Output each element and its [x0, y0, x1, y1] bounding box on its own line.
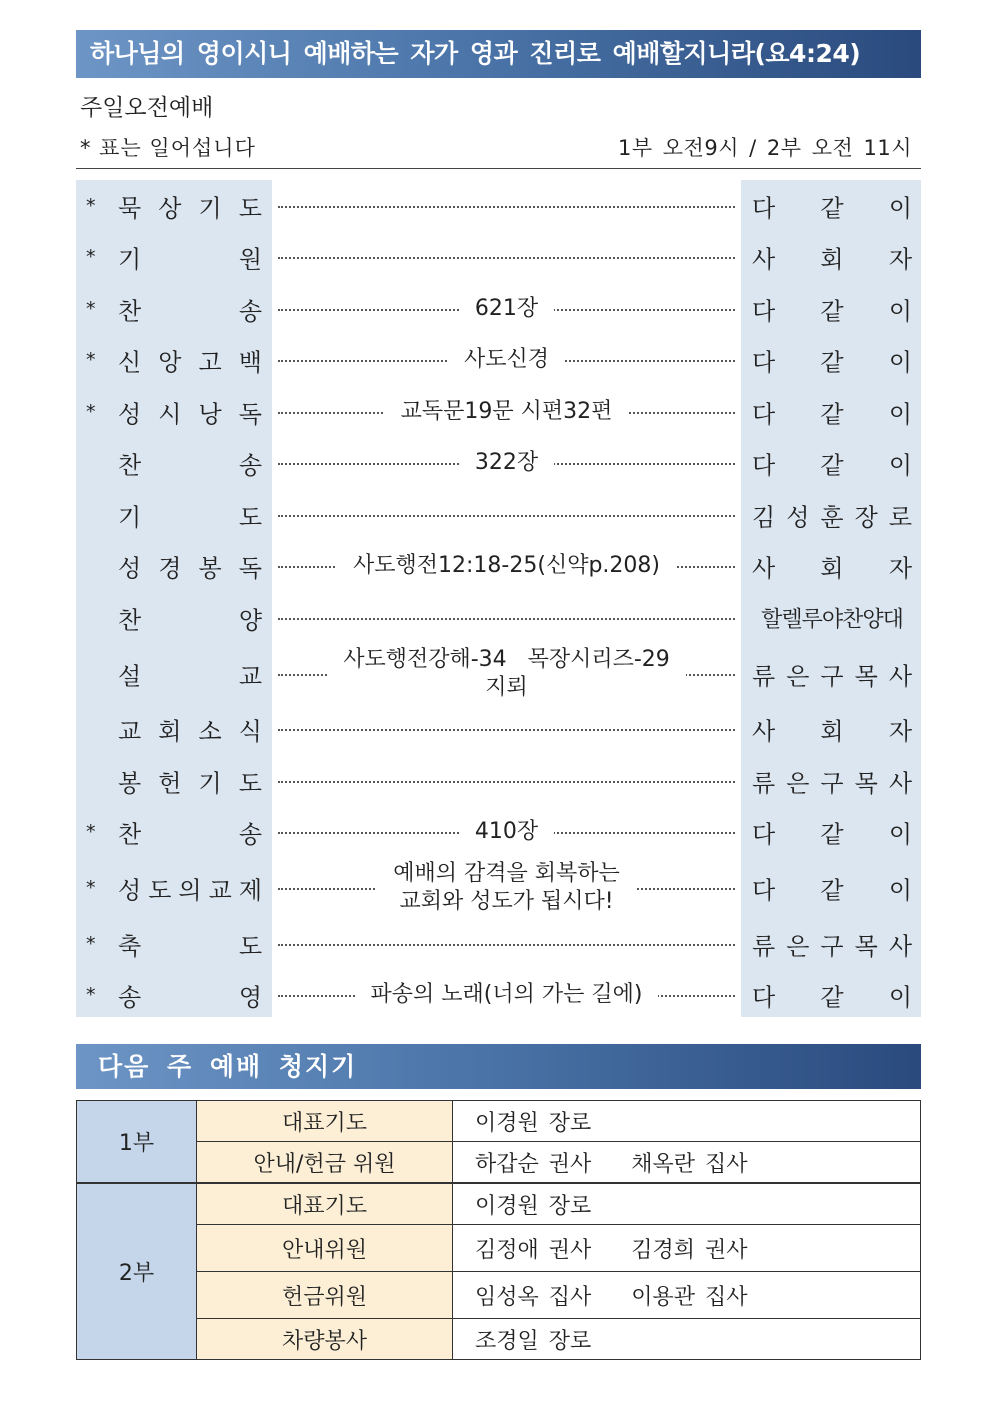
- order-row: [76, 970, 921, 1022]
- next-week-title: 다음 주 예배 청지기: [76, 1044, 921, 1089]
- stand-marker: *: [86, 297, 96, 320]
- order-leader: 사 회 자: [752, 554, 912, 583]
- role-cell: 안내/헌금 위원: [197, 1142, 453, 1184]
- role-cell: 대표기도: [197, 1183, 453, 1225]
- order-item: 성 시 낭 독: [118, 400, 262, 429]
- dot-leader: [278, 335, 735, 387]
- order-row: [76, 592, 921, 644]
- order-leader: 다 같 이: [752, 297, 912, 326]
- service-name: 주일오전예배: [80, 95, 214, 121]
- role-cell: 차량봉사: [197, 1319, 453, 1360]
- role-cell: 안내위원: [197, 1225, 453, 1272]
- order-item: 신 앙 고 백: [118, 348, 262, 377]
- stand-marker: *: [86, 932, 96, 955]
- order-content: 621장: [459, 295, 554, 323]
- order-leader: 할렐루야찬양대: [761, 607, 903, 633]
- order-content: 410장: [459, 818, 554, 846]
- dot-leader: [278, 541, 735, 593]
- order-leader: 다 같 이: [752, 983, 912, 1012]
- order-row: [76, 180, 921, 232]
- order-content: 사도신경: [448, 346, 565, 374]
- order-row: [76, 858, 921, 918]
- dot-leader: [278, 704, 735, 756]
- dot-leader: [278, 970, 735, 1022]
- names-cell: 이경원 장로: [453, 1101, 921, 1142]
- order-content: [377, 860, 636, 916]
- sermon-title: 사도행전강해-34 목장시리즈-29: [343, 646, 670, 672]
- header-divider: [76, 168, 921, 169]
- order-leader: 다 같 이: [752, 400, 912, 429]
- names-cell: 하갑순 권사 채옥란 집사: [453, 1142, 921, 1184]
- sermon-subtitle: 지뢰: [485, 674, 528, 700]
- table-row: [77, 1142, 921, 1184]
- order-leader: 류 은 구 목 사: [752, 769, 912, 798]
- role-cell: 헌금위원: [197, 1272, 453, 1319]
- order-row: [76, 918, 921, 970]
- order-leader: 류 은 구 목 사: [752, 932, 912, 961]
- order-row: [76, 283, 921, 335]
- names-cell: 김정애 권사 김경희 권사: [453, 1225, 921, 1272]
- order-leader: 다 같 이: [752, 876, 912, 905]
- order-row: [76, 755, 921, 807]
- order-leader: 다 같 이: [752, 348, 912, 377]
- table-row: [77, 1183, 921, 1225]
- order-content: 교독문19문 시편32편: [385, 398, 629, 426]
- part-label: 1부: [77, 1101, 197, 1184]
- order-leader: 다 같 이: [752, 451, 912, 480]
- order-item: 기 도: [118, 503, 262, 532]
- standing-note: * 표는 일어섭니다: [80, 136, 256, 160]
- order-row: [76, 386, 921, 438]
- order-of-worship: [76, 180, 921, 1021]
- stand-marker: *: [86, 349, 96, 372]
- header-banner: 하나님의 영이시니 예배하는 자가 영과 진리로 예배할지니라(요4:24): [76, 30, 921, 78]
- names-cell: 조경일 장로: [453, 1319, 921, 1360]
- order-row: [76, 335, 921, 387]
- table-row: [77, 1319, 921, 1360]
- dot-leader: [278, 755, 735, 807]
- fellowship-line-2: 교회와 성도가 됩시다!: [399, 889, 614, 914]
- order-leader: 다 같 이: [752, 194, 912, 223]
- order-item: 묵 상 기 도: [118, 194, 262, 223]
- order-leader: 사 회 자: [752, 717, 912, 746]
- order-item: 찬 송: [118, 451, 262, 480]
- stand-marker: *: [86, 984, 96, 1007]
- dot-leader: [278, 918, 735, 970]
- order-leader: 류 은 구 목 사: [752, 662, 912, 690]
- order-row: [76, 541, 921, 593]
- stand-marker: *: [86, 821, 96, 844]
- dot-leader: [278, 489, 735, 541]
- dot-leader: [278, 644, 735, 704]
- stand-marker: *: [86, 194, 96, 217]
- order-content: [327, 646, 686, 702]
- order-content: 사도행전12:18-25(신약p.208): [337, 552, 676, 580]
- order-row: [76, 232, 921, 284]
- stand-marker: *: [86, 400, 96, 423]
- order-item: 축 도: [118, 932, 262, 961]
- order-row: [76, 489, 921, 541]
- table-row: [77, 1101, 921, 1142]
- dot-leader: [278, 438, 735, 490]
- dot-leader: [278, 807, 735, 859]
- order-row: [76, 807, 921, 859]
- order-item: 성 경 봉 독: [118, 554, 262, 583]
- table-row: [77, 1272, 921, 1319]
- part-label: 2부: [77, 1183, 197, 1360]
- fellowship-line-1: 예배의 감격을 회복하는: [393, 861, 620, 886]
- order-leader: 사 회 자: [752, 245, 912, 274]
- order-leader: 다 같 이: [752, 820, 912, 849]
- names-cell: 임성옥 집사 이용관 집사: [453, 1272, 921, 1319]
- order-row: [76, 704, 921, 756]
- order-item: 기 원: [118, 245, 262, 274]
- order-row: [76, 438, 921, 490]
- dot-leader: [278, 283, 735, 335]
- next-week-table: [76, 1100, 921, 1360]
- dot-leader: [278, 858, 735, 918]
- order-item: 찬 송: [118, 820, 262, 849]
- order-content: 파송의 노래(너의 가는 길에): [355, 981, 659, 1009]
- dot-leader: [278, 180, 735, 232]
- order-content: 322장: [459, 449, 554, 477]
- stand-marker: *: [86, 246, 96, 269]
- order-item: 봉 헌 기 도: [118, 769, 262, 798]
- dot-leader: [278, 592, 735, 644]
- order-row: [76, 644, 921, 704]
- dot-leader: [278, 386, 735, 438]
- order-item: 설 교: [118, 662, 262, 690]
- stand-marker: *: [86, 877, 96, 899]
- order-item: 송 영: [118, 983, 262, 1012]
- order-leader: 김 성 훈 장 로: [752, 503, 912, 532]
- order-item: 찬 양: [118, 606, 262, 635]
- order-item: 성 도 의 교 제: [118, 876, 262, 905]
- table-row: [77, 1225, 921, 1272]
- service-times: 1부 오전9시 / 2부 오전 11시: [617, 136, 912, 160]
- order-item: 교 회 소 식: [118, 717, 262, 746]
- dot-leader: [278, 232, 735, 284]
- names-cell: 이경원 장로: [453, 1183, 921, 1225]
- order-item: 찬 송: [118, 297, 262, 326]
- role-cell: 대표기도: [197, 1101, 453, 1142]
